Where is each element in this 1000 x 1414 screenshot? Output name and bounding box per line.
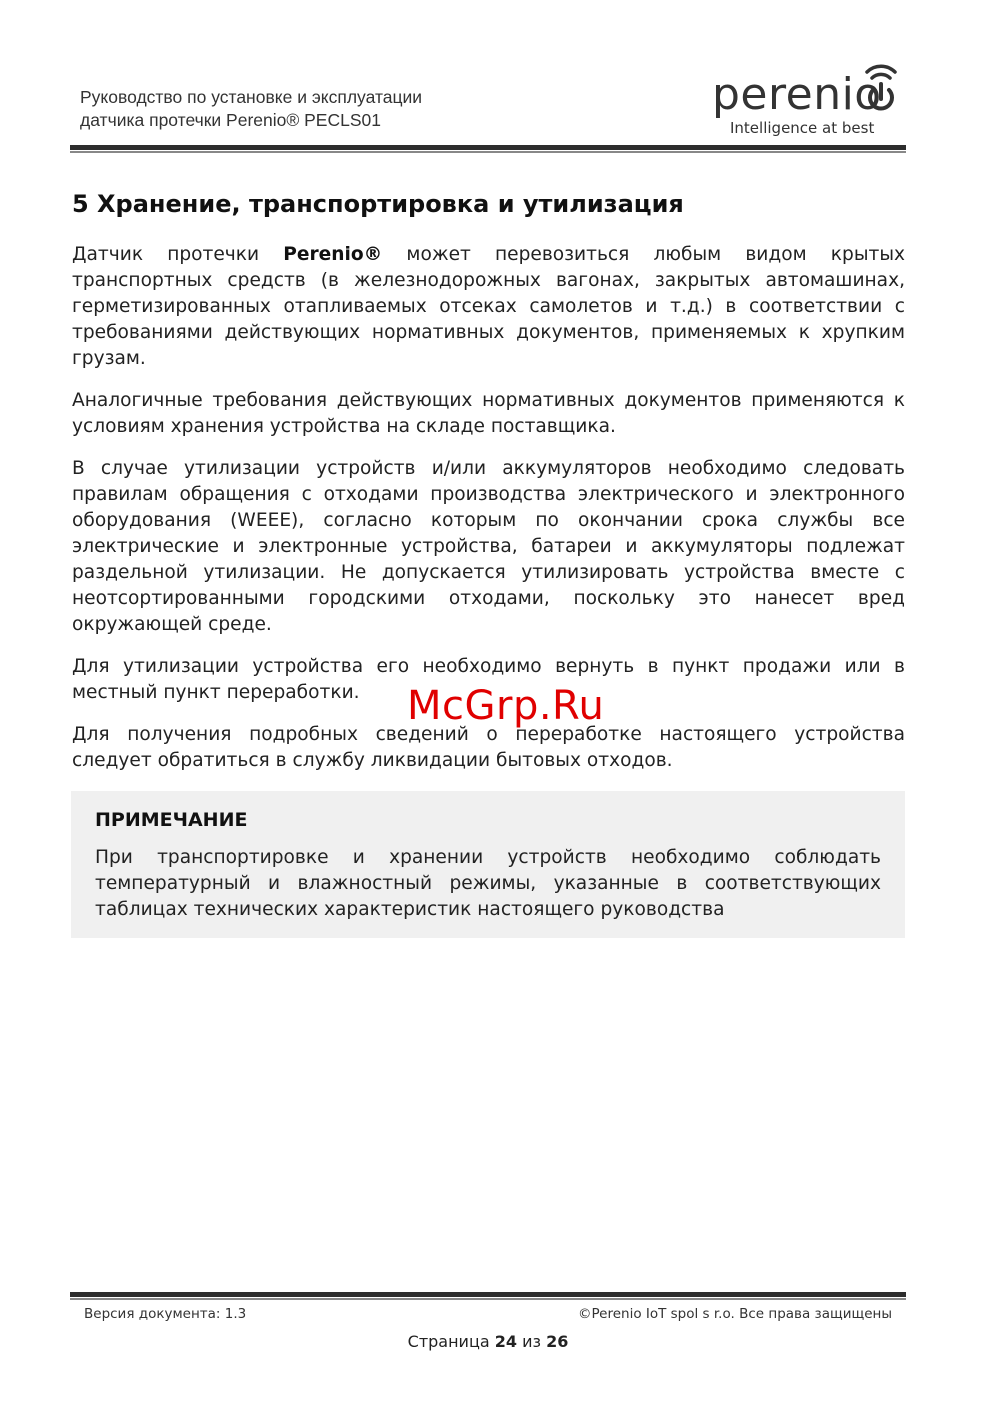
paragraph-transport: Датчик протечки Perenio® может перевозиться любым видом крытых транспортных средств (в железнодорожных вагонах, закрытых автомашинах, герметизированных отапливаемых отсеках самолетов и т.д.) в соответствии с требованиями действующих нормативных документов, применяемых к хрупким грузам. bbox=[72, 244, 906, 369]
brand-name: Perenio® bbox=[283, 244, 383, 265]
header-divider bbox=[70, 145, 906, 150]
paragraph-disposal: В случае утилизации устройств и/или аккумуляторов необходимо следовать правилам обращения с отходами производства электрического и электронного оборудования (WEEE), согласно которым по окончании срока службы все электрические и электронные устройства, батареи и аккумуляторы подлежат раздельной утилизации. Не допускается утилизировать устройства вместе с неотсортированными городскими отходами, поскольку это нанесет вред окружающей среде. bbox=[72, 458, 905, 635]
perenio-logo bbox=[712, 60, 912, 142]
note-text: При транспортировке и хранении устройств необходимо соблюдать температурный и влажностный режимы, указанные в соответствующих таблицах технических характеристик настоящего руководства bbox=[95, 847, 881, 920]
page-total: 26 bbox=[546, 1332, 569, 1351]
note-title: ПРИМЕЧАНИЕ bbox=[95, 809, 248, 831]
paragraph-storage: Аналогичные требования действующих нормативных документов применяются к условиям хранения устройства на складе поставщика. bbox=[72, 390, 905, 437]
power-icon bbox=[858, 60, 904, 116]
header-title-line2: датчика протечки Perenio® PECLS01 bbox=[80, 110, 381, 130]
watermark: McGrp.Ru bbox=[407, 683, 605, 729]
header-divider-thin bbox=[70, 151, 906, 153]
paragraph-recycling-info: Для получения подробных сведений о переработке настоящего устройства следует обратиться в службу ликвидации бытовых отходов. bbox=[72, 724, 905, 771]
document-header-title bbox=[80, 86, 422, 132]
logo-tagline: Intelligence at best bbox=[730, 119, 875, 137]
footer-divider bbox=[70, 1292, 906, 1297]
page-number: Страница 24 из 26 bbox=[407, 1332, 569, 1351]
header-title-line1: Руководство по установке и эксплуатации bbox=[80, 87, 423, 107]
footer-divider-thin bbox=[70, 1298, 906, 1300]
section-title: 5 Хранение, транспортировка и утилизация bbox=[72, 190, 684, 218]
note-box bbox=[71, 791, 905, 938]
logo-wordmark: perenio bbox=[712, 69, 882, 120]
page-current: 24 bbox=[494, 1332, 517, 1351]
copyright: ©Perenio IoT spol s r.o. Все права защищены bbox=[577, 1306, 892, 1322]
paragraph-return: Для утилизации устройства его необходимо вернуть в пункт продажи или в местный пункт переработки. bbox=[72, 656, 905, 703]
document-version: Версия документа: 1.3 bbox=[84, 1306, 247, 1322]
